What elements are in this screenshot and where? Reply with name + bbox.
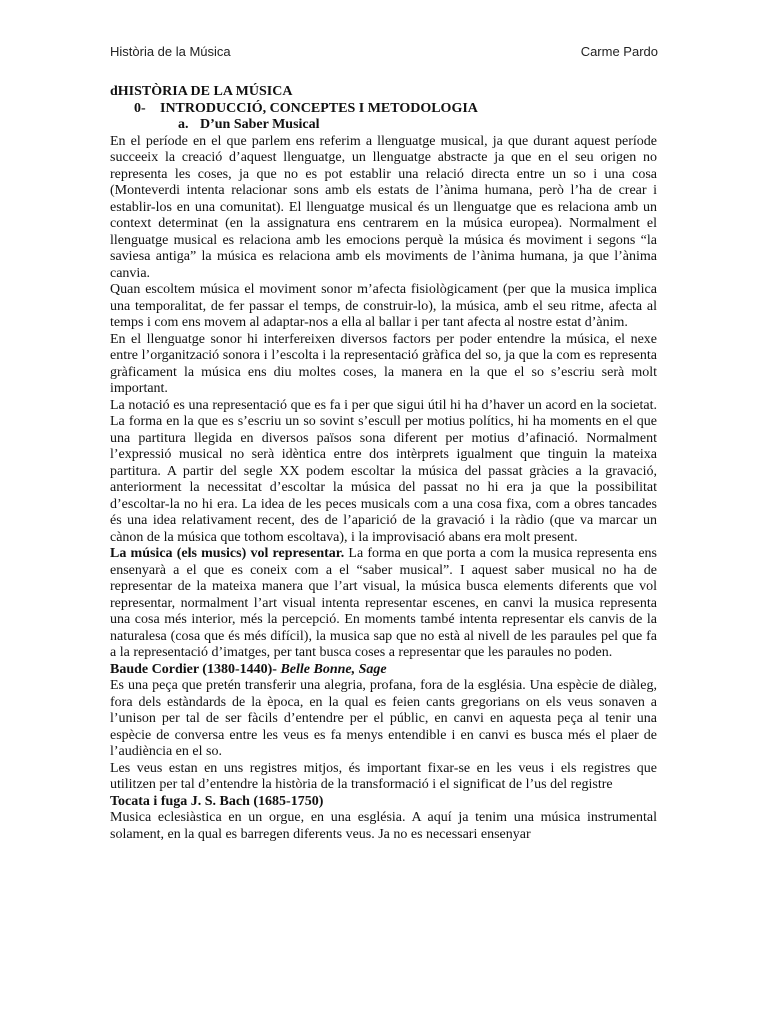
paragraph: La notació es una representació que es fa i per que sigui útil hi ha d’haver un acord en la societat. La forma en la que es s’escriu un so sovint s’escull per motius polítics, hi ha moments en el que una partitura llegida en diversos països sona diferent per motius d’afinació. Normalment l’expressió musical no serà idèntica entre dos intèrprets igualment que tinguin la mateixa partitura. A partir del segle XX podem escoltar la música del passat gràcies a la gravació, anteriorment la necessitat d’escoltar la música del passat no hi era ja que la possibilitat d’escoltar-la no hi era. La idea de les peces musicals com a una cosa fixa, com a obres tancades és una idea relativament recent, des de l’aparició de la gravació i la ràdio (que va marcar un cànon de la música que tothom escoltava), i la improvisació abans era molt present.	[110, 397, 657, 545]
bach-heading: Tocata i fuga J. S. Bach (1685-1750)	[110, 793, 324, 809]
subsection-title: D’un Saber Musical	[200, 117, 320, 132]
subsection-heading	[178, 117, 657, 134]
paragraph: Es una peça que pretén transferir una alegria, profana, fora de la església. Una espècie de diàleg, fora dels estàndards de la època, en la qual es feien cants gregorians on els veus sonaven a l’unison per tal de ser fàcils d’entendre per el públic, en canvi en aquesta peça al tenir una espècie de conversa entre les veus es fa menys entendible i en canvi es busca més el plaer de l’audiència en el so.	[110, 678, 657, 759]
representar-text: La forma en que porta a com la musica representa ens ensenyarà a el que es coneix com a el “saber musical”. I aquest saber musical no ha de representar de la mateixa manera que l’art visual, la música busca elements diferents que vol representar, normalment l’art visual intenta representar escenes, en canvi la musica representa una cosa més interior, més la percepció. En moments també intenta representar els canvis de la naturalesa (cosa que és més difícil), la musica sap que no està al nivell de les paraules pel que fa a la representació d’imatges, per tant busca coses a representar que les paraules no poden.	[110, 546, 657, 660]
section-title: INTRODUCCIÓ, CONCEPTES I METODOLOGIA	[160, 100, 478, 116]
paragraph: En el període en el que parlem ens referim a llenguatge musical, ja que durant aquest període succeeix la creació d’aquest llenguatge, un llenguatge abstracte ja que en el seu origen no representa les coses, ja que no es pot establir una relació directa entre un so i una cosa (Monteverdi intenta relacionar sons amb els estats de l’ànima humana, però l’ha de crear i establir-los en una comunitat). El llenguatge musical és un llenguatge que es relaciona amb un context determinat (en la assignatura ens centrarem en la música europea). Normalment el llenguatge musical es relaciona amb les emocions perquè la música és moviment i segons “la saviesa antiga” la música es relaciona amb els moviments de l’ànima humana, ja que l’ànima canvia.	[110, 133, 657, 281]
cordier-heading-bold: Baude Cordier (1380-1440)-	[110, 661, 277, 677]
paragraph: Quan escoltem música el moviment sonor m’afecta fisiològicament (per que la musica implica una temporalitat, de fer passar el temps, de construir-lo), la música, amb el seu ritme, afecta al temps i com ens movem al adaptar-nos a ella al ballar i per tant afecta al nostre estat d’ànim.	[110, 282, 657, 330]
document-body	[110, 84, 657, 843]
header-right: Carme Pardo	[580, 44, 658, 59]
header-left: Història de la Música	[110, 44, 231, 59]
cordier-heading-italic: Belle Bonne, Sage	[276, 661, 387, 677]
paragraph: En el llenguatge sonor hi interfereixen diversos factors per poder entendre la música, el nexe entre l’organització sonora i l’escolta i la representació gràfica del so, ja que la com es representa gràficament la música ens diu moltes coses, la manera en la que el so s’escriu serà molt important.	[110, 331, 657, 396]
paragraph-representar	[110, 546, 657, 662]
representar-lead: La música (els musics) vol representar.	[110, 546, 345, 561]
paragraph: Les veus estan en uns registres mitjos, és important fixar-se en les veus i els registres que utilitzen per tal d’entendre la història de la transformació i el significat de l’us del registre	[110, 760, 657, 792]
paragraph: Musica eclesiàstica en un orgue, en una església. A aquí ja tenim una música instrumental solament, en la qual es barregen diferents veus. Ja no es necessari ensenyar	[110, 810, 657, 842]
section-heading	[134, 101, 657, 118]
cordier-heading	[110, 662, 657, 679]
document-title: dHISTÒRIA DE LA MÚSICA	[110, 84, 293, 99]
subsection-number: a.	[178, 117, 189, 132]
section-number: 0-	[134, 100, 146, 116]
